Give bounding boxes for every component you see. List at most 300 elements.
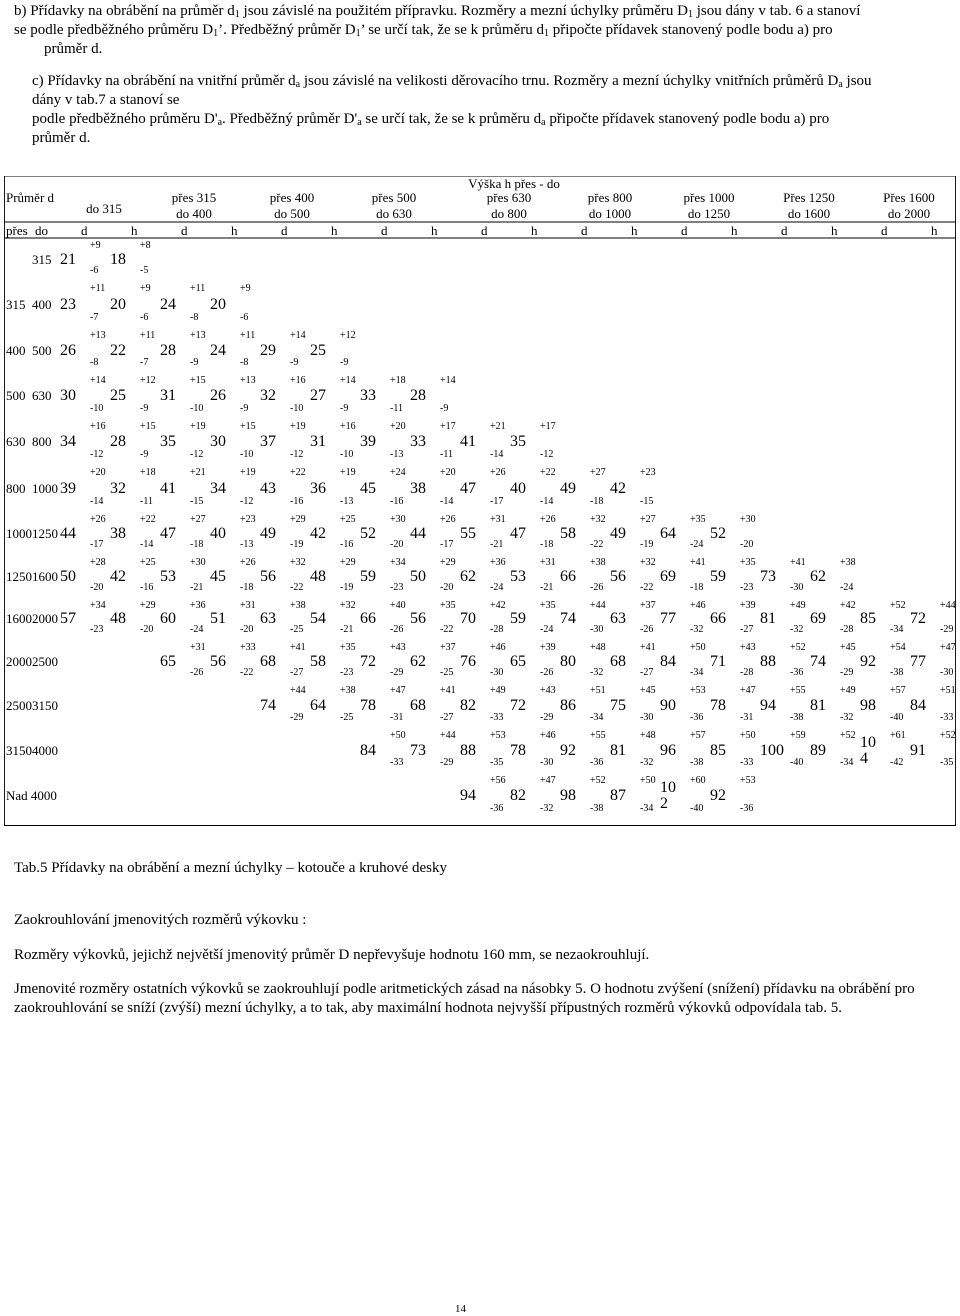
cell-nominal: 92: [710, 787, 726, 804]
cell-nominal: 80: [560, 652, 576, 670]
page-number: 14: [455, 1303, 466, 1315]
cell-lower-deviation: -20: [390, 539, 404, 550]
row-diameter-from: 400: [6, 342, 26, 358]
row-diameter-from: 1250: [6, 568, 32, 584]
cell-nominal: 48: [110, 610, 126, 627]
cell-nominal: 82: [510, 787, 526, 804]
cell-nominal: 28: [110, 433, 126, 450]
subheader-h: h: [531, 223, 538, 238]
table-caption: Tab.5 Přídavky na obrábění a mezní úchylky – kotouče a kruhové desky: [14, 860, 447, 876]
cell-nominal: 94: [760, 696, 776, 714]
cell-upper-deviation: +43: [390, 642, 406, 653]
cell-upper-deviation: +32: [590, 514, 606, 525]
cell-lower-deviation: -9: [340, 357, 349, 368]
cell-upper-deviation: +46: [540, 730, 556, 741]
cell-upper-deviation: +45: [840, 642, 856, 653]
cell-lower-deviation: -30: [540, 757, 554, 768]
cell-lower-deviation: -32: [790, 624, 804, 635]
cell-nominal: 28: [410, 387, 426, 404]
header-group: Přes 1250 do 1600: [783, 190, 835, 221]
cell-upper-deviation: +12: [340, 330, 356, 341]
cell-upper-deviation: +42: [840, 600, 856, 611]
cell-nominal: 21: [60, 250, 76, 268]
cell-nominal: 74: [810, 652, 826, 670]
cell-upper-deviation: +13: [240, 375, 256, 386]
cell-nominal: 42: [310, 524, 326, 542]
cell-nominal: 53: [160, 567, 176, 585]
cell-lower-deviation: -19: [290, 539, 304, 550]
cell-upper-deviation: +44: [440, 730, 456, 741]
cell-upper-deviation: +20: [90, 467, 106, 478]
cell-lower-deviation: -30: [590, 624, 604, 635]
cell-nominal: 34: [60, 433, 76, 450]
cell-lower-deviation: -17: [90, 539, 104, 550]
cell-upper-deviation: +13: [190, 330, 206, 341]
cell-lower-deviation: -6: [140, 312, 149, 323]
cell-lower-deviation: -30: [490, 667, 504, 678]
cell-lower-deviation: -16: [290, 496, 304, 507]
row-diameter-to: 800: [32, 434, 52, 449]
cell-nominal: 78: [510, 741, 526, 759]
cell-upper-deviation: +30: [190, 557, 206, 568]
cell-upper-deviation: +14: [440, 375, 456, 386]
cell-nominal: 42: [110, 567, 126, 585]
cell-upper-deviation: +13: [90, 330, 106, 341]
cell-upper-deviation: +48: [590, 642, 606, 653]
cell-lower-deviation: -40: [790, 757, 804, 768]
cell-upper-deviation: +49: [490, 685, 506, 696]
cell-nominal: 36: [310, 479, 326, 497]
cell-upper-deviation: +31: [540, 557, 556, 568]
cell-upper-deviation: +36: [190, 600, 206, 611]
rounding-title: Zaokrouhlování jmenovitých rozměrů výkovku :: [14, 912, 307, 928]
cell-nominal: 50: [410, 567, 426, 585]
cell-upper-deviation: +19: [340, 467, 356, 478]
cell-nominal: 24: [160, 295, 176, 313]
cell-lower-deviation: -17: [490, 496, 504, 507]
cell-lower-deviation: -16: [140, 582, 154, 593]
cell-upper-deviation: +49: [840, 685, 856, 696]
row-diameter-to: 3150: [32, 697, 58, 713]
cell-upper-deviation: +8: [140, 240, 151, 251]
cell-upper-deviation: +31: [190, 642, 206, 653]
cell-nominal: 73: [410, 741, 426, 759]
cell-nominal: 64: [310, 696, 326, 714]
cell-lower-deviation: -34: [890, 624, 904, 635]
cell-upper-deviation: +49: [790, 600, 806, 611]
cell-nominal: 41: [160, 479, 176, 497]
cell-upper-deviation: +52: [590, 775, 606, 786]
cell-lower-deviation: -18: [690, 582, 704, 593]
cell-nominal: 62: [460, 567, 476, 585]
cell-upper-deviation: +43: [740, 642, 756, 653]
cell-lower-deviation: -9: [440, 403, 449, 414]
cell-nominal: 90: [660, 696, 676, 714]
cell-lower-deviation: -26: [590, 582, 604, 593]
cell-upper-deviation: +52: [940, 730, 956, 741]
cell-lower-deviation: -12: [240, 496, 254, 507]
subheader-d: d: [381, 223, 388, 238]
cell-upper-deviation: +50: [390, 730, 406, 741]
cell-lower-deviation: -38: [590, 803, 604, 814]
cell-upper-deviation: +22: [540, 467, 556, 478]
cell-lower-deviation: -20: [240, 624, 254, 635]
cell-nominal: 39: [60, 479, 76, 497]
cell-lower-deviation: -33: [940, 712, 954, 723]
cell-nominal: 31: [160, 387, 176, 404]
cell-nominal: 68: [410, 696, 426, 714]
cell-upper-deviation: +35: [740, 557, 756, 568]
cell-nominal: 30: [210, 433, 226, 450]
subheader-d: d: [681, 223, 688, 238]
cell-upper-deviation: +51: [940, 685, 956, 696]
cell-lower-deviation: -34: [640, 803, 654, 814]
cell-lower-deviation: -20: [440, 582, 454, 593]
cell-nominal: 65: [510, 652, 526, 670]
cell-lower-deviation: -12: [290, 449, 304, 460]
cell-upper-deviation: +25: [340, 514, 356, 525]
cell-upper-deviation: +61: [890, 730, 906, 741]
cell-lower-deviation: -9: [240, 403, 249, 414]
cell-lower-deviation: -32: [840, 712, 854, 723]
cell-lower-deviation: -11: [140, 496, 153, 507]
cell-upper-deviation: +18: [140, 467, 156, 478]
cell-lower-deviation: -13: [390, 449, 404, 460]
cell-lower-deviation: -22: [590, 539, 604, 550]
cell-nominal: 25: [110, 387, 126, 404]
cell-lower-deviation: -29: [390, 667, 404, 678]
cell-nominal: 40: [210, 524, 226, 542]
cell-nominal: 70: [460, 610, 476, 627]
cell-lower-deviation: -14: [90, 496, 104, 507]
cell-upper-deviation: +29: [440, 557, 456, 568]
cell-lower-deviation: -36: [740, 803, 754, 814]
cell-lower-deviation: -26: [640, 624, 654, 635]
cell-nominal: 100: [760, 741, 784, 759]
cell-upper-deviation: +27: [640, 514, 656, 525]
cell-lower-deviation: -22: [440, 624, 454, 635]
cell-nominal: 22: [110, 341, 126, 359]
cell-lower-deviation: -33: [390, 757, 404, 768]
cell-upper-deviation: +50: [640, 775, 656, 786]
cell-upper-deviation: +14: [90, 375, 106, 386]
cell-upper-deviation: +30: [390, 514, 406, 525]
cell-upper-deviation: +47: [940, 642, 956, 653]
cell-lower-deviation: -34: [840, 757, 854, 768]
cell-upper-deviation: +33: [240, 642, 256, 653]
cell-upper-deviation: +44: [940, 600, 956, 611]
cell-nominal: 78: [360, 696, 376, 714]
cell-nominal: 38: [110, 524, 126, 542]
cell-upper-deviation: +45: [640, 685, 656, 696]
cell-lower-deviation: -23: [390, 582, 404, 593]
cell-nominal: 89: [810, 741, 826, 759]
cell-lower-deviation: -18: [590, 496, 604, 507]
cell-upper-deviation: +16: [290, 375, 306, 386]
cell-upper-deviation: +19: [290, 421, 306, 432]
cell-nominal: 85: [860, 610, 876, 627]
cell-nominal: 84: [910, 696, 926, 714]
cell-lower-deviation: -32: [540, 803, 554, 814]
cell-upper-deviation: +57: [890, 685, 906, 696]
cell-upper-deviation: +46: [490, 642, 506, 653]
cell-upper-deviation: +17: [440, 421, 456, 432]
cell-nominal: 49: [610, 524, 626, 542]
cell-nominal: 48: [310, 567, 326, 585]
cell-nominal: 84: [360, 741, 376, 759]
cell-lower-deviation: -31: [740, 712, 754, 723]
cell-nominal: 57: [60, 610, 76, 627]
cell-upper-deviation: +55: [590, 730, 606, 741]
subheader-d: d: [181, 223, 188, 238]
cell-upper-deviation: +22: [140, 514, 156, 525]
cell-lower-deviation: -42: [890, 757, 904, 768]
cell-nominal: 53: [510, 567, 526, 585]
cell-nominal: 38: [410, 479, 426, 497]
cell-nominal: 39: [360, 433, 376, 450]
cell-lower-deviation: -7: [140, 357, 149, 368]
cell-nominal: 41: [460, 433, 476, 450]
cell-upper-deviation: +35: [340, 642, 356, 653]
cell-upper-deviation: +26: [490, 467, 506, 478]
cell-lower-deviation: -30: [640, 712, 654, 723]
cell-lower-deviation: -14: [490, 449, 504, 460]
cell-nominal: 26: [210, 387, 226, 404]
cell-nominal: 56: [210, 652, 226, 670]
cell-nominal: 35: [510, 433, 526, 450]
cell-upper-deviation: +53: [740, 775, 756, 786]
cell-upper-deviation: +29: [140, 600, 156, 611]
cell-lower-deviation: -29: [440, 757, 454, 768]
cell-lower-deviation: -15: [640, 496, 654, 507]
cell-lower-deviation: -8: [240, 357, 249, 368]
row-diameter-from: 800: [6, 480, 26, 496]
cell-lower-deviation: -40: [890, 712, 904, 723]
header-group: přes 315 do 400: [171, 190, 217, 221]
row-diameter-to: 2500: [32, 653, 58, 669]
cell-lower-deviation: -10: [240, 449, 254, 460]
cell-upper-deviation: +44: [290, 685, 306, 696]
cell-nominal: 10 4: [860, 733, 876, 767]
cell-lower-deviation: -27: [290, 667, 304, 678]
cell-nominal: 68: [610, 652, 626, 670]
row-diameter-to: 1250: [32, 525, 58, 541]
subheader-pres: přes: [6, 223, 28, 238]
cell-upper-deviation: +38: [840, 557, 856, 568]
cell-nominal: 42: [610, 479, 626, 497]
header-group: přes 800 do 1000: [587, 190, 633, 221]
cell-nominal: 45: [210, 567, 226, 585]
row-diameter-to: 500: [32, 342, 52, 358]
cell-upper-deviation: +47: [540, 775, 556, 786]
cell-nominal: 64: [660, 524, 676, 542]
cell-nominal: 72: [510, 696, 526, 714]
subheader-d: d: [281, 223, 288, 238]
cell-nominal: 33: [360, 387, 376, 404]
cell-lower-deviation: -36: [690, 712, 704, 723]
cell-nominal: 98: [560, 787, 576, 804]
cell-lower-deviation: -29: [940, 624, 954, 635]
cell-lower-deviation: -20: [90, 582, 104, 593]
cell-upper-deviation: +37: [440, 642, 456, 653]
cell-lower-deviation: -16: [390, 496, 404, 507]
cell-nominal: 52: [360, 524, 376, 542]
cell-nominal: 77: [910, 652, 926, 670]
cell-upper-deviation: +41: [290, 642, 306, 653]
cell-upper-deviation: +18: [390, 375, 406, 386]
subheader-do: do: [35, 223, 48, 238]
cell-upper-deviation: +32: [290, 557, 306, 568]
cell-lower-deviation: -24: [840, 582, 854, 593]
cell-nominal: 29: [260, 341, 276, 359]
cell-upper-deviation: +38: [290, 600, 306, 611]
cell-nominal: 59: [360, 567, 376, 585]
cell-upper-deviation: +44: [590, 600, 606, 611]
cell-nominal: 28: [160, 341, 176, 359]
cell-lower-deviation: -9: [340, 403, 349, 414]
cell-upper-deviation: +41: [440, 685, 456, 696]
cell-upper-deviation: +25: [140, 557, 156, 568]
cell-upper-deviation: +37: [640, 600, 656, 611]
subheader-d: d: [581, 223, 588, 238]
cell-nominal: 75: [610, 696, 626, 714]
cell-nominal: 68: [260, 652, 276, 670]
cell-upper-deviation: +19: [190, 421, 206, 432]
cell-lower-deviation: -17: [440, 539, 454, 550]
cell-lower-deviation: -21: [540, 582, 554, 593]
cell-lower-deviation: -25: [340, 712, 354, 723]
row-diameter-to: 4000: [32, 742, 58, 758]
cell-lower-deviation: -24: [540, 624, 554, 635]
cell-lower-deviation: -25: [290, 624, 304, 635]
cell-lower-deviation: -6: [240, 312, 249, 323]
header-group: přes 1000 do 1250: [683, 190, 735, 221]
cell-upper-deviation: +23: [240, 514, 256, 525]
cell-lower-deviation: -26: [190, 667, 204, 678]
cell-upper-deviation: +38: [340, 685, 356, 696]
cell-upper-deviation: +46: [690, 600, 706, 611]
cell-nominal: 32: [110, 479, 126, 497]
cell-nominal: 18: [110, 250, 126, 268]
cell-nominal: 69: [660, 567, 676, 585]
cell-lower-deviation: -29: [540, 712, 554, 723]
cell-lower-deviation: -8: [90, 357, 99, 368]
cell-upper-deviation: +50: [740, 730, 756, 741]
cell-nominal: 91: [910, 741, 926, 759]
cell-lower-deviation: -15: [190, 496, 204, 507]
cell-lower-deviation: -18: [190, 539, 204, 550]
cell-lower-deviation: -23: [340, 667, 354, 678]
cell-lower-deviation: -35: [940, 757, 954, 768]
cell-lower-deviation: -7: [90, 312, 99, 323]
cell-lower-deviation: -21: [340, 624, 354, 635]
cell-nominal: 32: [260, 387, 276, 404]
cell-upper-deviation: +60: [690, 775, 706, 786]
cell-lower-deviation: -33: [740, 757, 754, 768]
cell-upper-deviation: +59: [790, 730, 806, 741]
cell-nominal: 84: [660, 652, 676, 670]
cell-nominal: 62: [810, 567, 826, 585]
header-group: do 315: [86, 201, 122, 216]
cell-nominal: 33: [410, 433, 426, 450]
row-diameter-from: 3150: [6, 742, 32, 758]
cell-lower-deviation: -34: [590, 712, 604, 723]
row-diameter-from: 630: [6, 434, 26, 449]
cell-lower-deviation: -22: [290, 582, 304, 593]
cell-nominal: 92: [560, 741, 576, 759]
cell-lower-deviation: -28: [840, 624, 854, 635]
cell-nominal: 51: [210, 610, 226, 627]
cell-lower-deviation: -24: [690, 539, 704, 550]
cell-upper-deviation: +14: [290, 330, 306, 341]
cell-upper-deviation: +28: [90, 557, 106, 568]
cell-upper-deviation: +22: [290, 467, 306, 478]
cell-upper-deviation: +16: [340, 421, 356, 432]
cell-upper-deviation: +41: [690, 557, 706, 568]
cell-upper-deviation: +34: [90, 600, 106, 611]
cell-upper-deviation: +51: [590, 685, 606, 696]
cell-nominal: 44: [60, 524, 76, 542]
cell-nominal: 74: [560, 610, 576, 627]
cell-lower-deviation: -36: [490, 803, 504, 814]
cell-lower-deviation: -13: [240, 539, 254, 550]
cell-nominal: 44: [410, 524, 426, 542]
cell-lower-deviation: -33: [490, 712, 504, 723]
cell-nominal: 59: [710, 567, 726, 585]
cell-nominal: 26: [60, 341, 76, 359]
cell-nominal: 31: [310, 433, 326, 450]
cell-nominal: 47: [160, 524, 176, 542]
cell-nominal: 66: [360, 610, 376, 627]
cell-upper-deviation: +14: [340, 375, 356, 386]
cell-nominal: 98: [860, 696, 876, 714]
cell-upper-deviation: +29: [290, 514, 306, 525]
cell-upper-deviation: +26: [90, 514, 106, 525]
cell-nominal: 86: [560, 696, 576, 714]
subheader-h: h: [631, 223, 638, 238]
cell-lower-deviation: -13: [340, 496, 354, 507]
cell-lower-deviation: -19: [340, 582, 354, 593]
cell-lower-deviation: -27: [440, 712, 454, 723]
cell-nominal: 63: [260, 610, 276, 627]
cell-nominal: 87: [610, 787, 626, 804]
cell-nominal: 45: [360, 479, 376, 497]
cell-nominal: 88: [760, 652, 776, 670]
cell-upper-deviation: +52: [890, 600, 906, 611]
cell-nominal: 20: [110, 295, 126, 313]
cell-lower-deviation: -31: [390, 712, 404, 723]
cell-nominal: 66: [710, 610, 726, 627]
cell-lower-deviation: -30: [790, 582, 804, 593]
cell-upper-deviation: +9: [240, 283, 251, 294]
cell-nominal: 56: [260, 567, 276, 585]
cell-upper-deviation: +42: [490, 600, 506, 611]
cell-upper-deviation: +47: [740, 685, 756, 696]
subheader-h: h: [231, 223, 238, 238]
cell-lower-deviation: -25: [440, 667, 454, 678]
cell-upper-deviation: +53: [490, 730, 506, 741]
cell-lower-deviation: -38: [690, 757, 704, 768]
cell-upper-deviation: +20: [440, 467, 456, 478]
cell-upper-deviation: +43: [540, 685, 556, 696]
cell-lower-deviation: -14: [440, 496, 454, 507]
cell-nominal: 27: [310, 387, 326, 404]
cell-upper-deviation: +35: [690, 514, 706, 525]
cell-lower-deviation: -11: [390, 403, 403, 414]
cell-lower-deviation: -10: [290, 403, 304, 414]
cell-nominal: 43: [260, 479, 276, 497]
cell-upper-deviation: +30: [740, 514, 756, 525]
